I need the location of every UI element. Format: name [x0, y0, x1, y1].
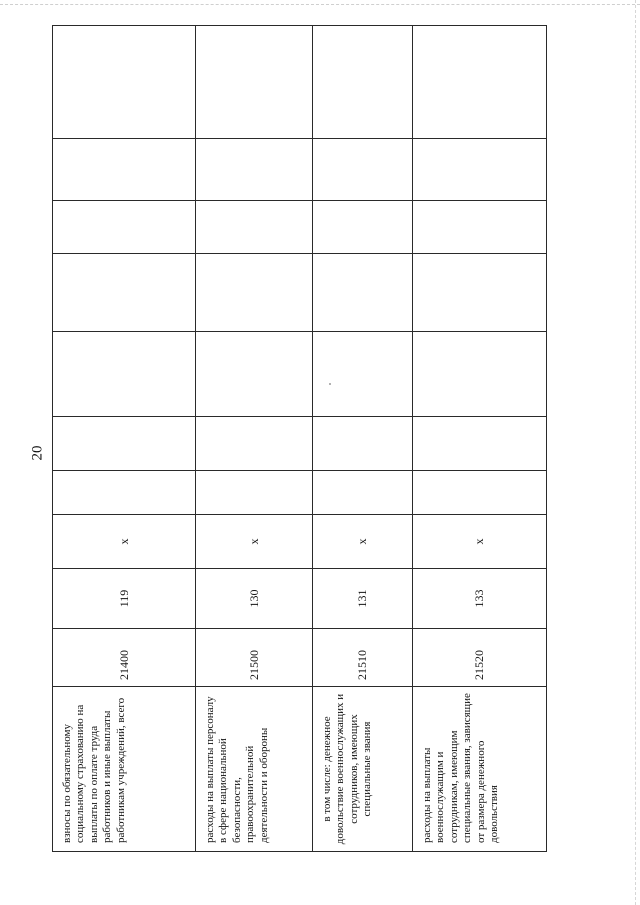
empty-cell	[53, 417, 196, 471]
table-row	[413, 26, 547, 852]
x-mark-cell: x	[413, 515, 547, 569]
empty-cell	[53, 254, 196, 332]
empty-cell	[313, 254, 413, 332]
empty-cell	[313, 471, 413, 515]
empty-cell	[196, 332, 313, 417]
table-row	[53, 26, 196, 852]
row-name-cell: расходы на выплаты военнослужащим и сотрудникам, имеющим специальные звания, зависящие от размера денежного довольствия	[413, 687, 547, 852]
empty-cell	[53, 201, 196, 254]
row-code-cell: 21400	[53, 629, 196, 687]
empty-cell	[53, 332, 196, 417]
expense-table	[52, 25, 547, 852]
row-name-cell: расходы на выплаты персоналу в сфере национальной безопасности, правоохранительной деятельности и обороны	[196, 687, 313, 852]
kosgu-cell: 133	[413, 569, 547, 629]
empty-cell	[413, 471, 547, 515]
empty-cell	[196, 26, 313, 139]
empty-cell	[413, 332, 547, 417]
x-mark-cell: x	[313, 515, 413, 569]
empty-cell	[53, 139, 196, 201]
empty-cell	[53, 471, 196, 515]
kosgu-cell: 119	[53, 569, 196, 629]
empty-cell	[196, 254, 313, 332]
empty-cell	[196, 139, 313, 201]
row-name-cell: в том числе: денежное довольствие военнослужащих и сотрудников, имеющих специальные звания	[313, 687, 413, 852]
empty-cell	[313, 332, 413, 417]
row-code-cell: 21510	[313, 629, 413, 687]
empty-cell	[313, 26, 413, 139]
scan-speck	[329, 383, 331, 385]
empty-cell	[413, 254, 547, 332]
empty-cell	[313, 139, 413, 201]
table-container	[52, 26, 546, 852]
row-name-cell: взносы по обязательному социальному страхованию на выплаты по оплате труда работников и иные выплаты работникам учреждений, всего	[53, 687, 196, 852]
empty-cell	[53, 26, 196, 139]
table-row	[313, 26, 413, 852]
scan-edge-right	[635, 0, 636, 905]
empty-cell	[413, 417, 547, 471]
table-row	[196, 26, 313, 852]
empty-cell	[413, 26, 547, 139]
empty-cell	[413, 201, 547, 254]
page-number: 20	[29, 445, 46, 461]
empty-cell	[196, 201, 313, 254]
row-code-cell: 21520	[413, 629, 547, 687]
x-mark-cell: x	[196, 515, 313, 569]
empty-cell	[196, 417, 313, 471]
x-mark-cell: x	[53, 515, 196, 569]
empty-cell	[413, 139, 547, 201]
empty-cell	[196, 471, 313, 515]
empty-cell	[313, 201, 413, 254]
row-code-cell: 21500	[196, 629, 313, 687]
kosgu-cell: 130	[196, 569, 313, 629]
scan-edge-top	[0, 4, 640, 5]
empty-cell	[313, 417, 413, 471]
kosgu-cell: 131	[313, 569, 413, 629]
